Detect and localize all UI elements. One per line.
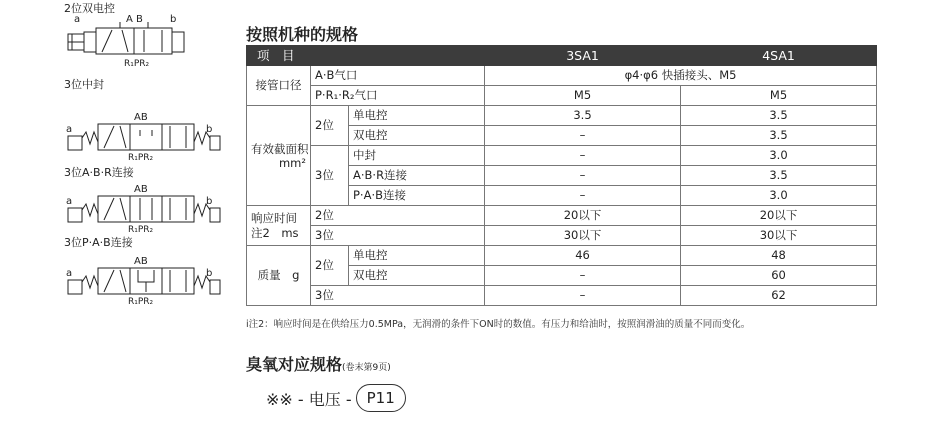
mass-single-4sa1: 48: [681, 246, 877, 266]
response-3sa1: 20以下: [485, 206, 681, 226]
ozone-model-formula: [266, 384, 406, 412]
symbol-title-abr: 3位A·B·R连接: [64, 166, 134, 179]
symbol-title-pab: 3位P·A·B连接: [64, 236, 133, 249]
response-time-label: [247, 206, 311, 246]
ab-port-label: A·B气口: [311, 66, 485, 86]
table-row: [247, 146, 877, 166]
port-ab-label: A B: [126, 14, 143, 25]
port-size-label: 接管口径: [247, 66, 311, 106]
valve-symbol-3pos-pab: [62, 250, 222, 306]
spec-table: [246, 45, 877, 306]
port-b-label: b: [206, 268, 213, 279]
table-row: [247, 106, 877, 126]
mass-double-name: 双电控: [349, 266, 485, 286]
valve-symbol-double-solenoid: [62, 12, 192, 72]
formula-badge: P11: [356, 384, 406, 412]
area-row-name: A·B·R连接: [349, 166, 485, 186]
footnote: i注2：响应时间是在供给压力0.5MPa，无润滑的条件下ON时的数值。有压力和给油时，按照润滑油的质量不同而变化。: [246, 319, 751, 330]
symbol-title-double: 2位双电控: [64, 2, 115, 15]
mass-3pos-4sa1: 62: [681, 286, 877, 306]
area-pos2: 2位: [311, 106, 349, 146]
area-row-3sa1: –: [485, 186, 681, 206]
area-row-3sa1: –: [485, 126, 681, 146]
port-b-label: b: [206, 196, 213, 207]
port-ab-label: AB: [134, 256, 148, 267]
response-pos: 3位: [311, 226, 485, 246]
area-row-3sa1: –: [485, 166, 681, 186]
pr-port-4sa1: M5: [681, 86, 877, 106]
area-row-4sa1: 3.5: [681, 106, 877, 126]
port-a-label: a: [74, 14, 81, 25]
mass-single-3sa1: 46: [485, 246, 681, 266]
port-a-label: a: [66, 196, 73, 207]
mass-double-3sa1: –: [485, 266, 681, 286]
mass-pos3: 3位: [311, 286, 485, 306]
table-row: [247, 86, 877, 106]
pr-port-label: P·R₁·R₂气口: [311, 86, 485, 106]
area-row-name: 单电控: [349, 106, 485, 126]
valve-symbol-3pos-abr: [62, 178, 222, 234]
effective-area-unit: mm²: [278, 155, 306, 170]
effective-area-label: [247, 106, 311, 206]
port-a-label: a: [66, 268, 73, 279]
table-row: [247, 246, 877, 266]
response-time-text: 响应时间: [251, 210, 297, 225]
table-row: [247, 66, 877, 86]
area-row-4sa1: 3.0: [681, 146, 877, 166]
port-r-label: R₁PR₂: [128, 297, 154, 306]
port-r-label: R₁PR₂: [128, 153, 154, 162]
mass-label: 质量 g: [247, 246, 311, 306]
port-b-label: b: [206, 124, 213, 135]
area-row-name: 双电控: [349, 126, 485, 146]
ozone-section-title: [246, 352, 391, 375]
area-row-3sa1: 3.5: [485, 106, 681, 126]
area-row-name: P·A·B连接: [349, 186, 485, 206]
port-ab-label: AB: [134, 112, 148, 123]
mass-single-name: 单电控: [349, 246, 485, 266]
response-3sa1: 30以下: [485, 226, 681, 246]
area-row-4sa1: 3.5: [681, 166, 877, 186]
area-row-4sa1: 3.5: [681, 126, 877, 146]
area-row-4sa1: 3.0: [681, 186, 877, 206]
mass-double-4sa1: 60: [681, 266, 877, 286]
mass-pos2: 2位: [311, 246, 349, 286]
area-pos3: 3位: [311, 146, 349, 206]
symbol-title-center-closed: 3位中封: [64, 78, 104, 91]
mass-3pos-3sa1: –: [485, 286, 681, 306]
response-4sa1: 30以下: [681, 226, 877, 246]
response-time-note: 注2 ms: [251, 225, 299, 240]
area-row-3sa1: –: [485, 146, 681, 166]
ozone-title-text: 臭氧对应规格: [246, 355, 343, 374]
port-r-label: R₁PR₂: [124, 59, 150, 69]
valve-symbol-3pos-closed: [62, 108, 222, 162]
response-pos: 2位: [311, 206, 485, 226]
table-header-row: [247, 46, 877, 66]
ab-port-value: φ4·φ6 快插接头、M5: [485, 66, 877, 86]
header-3sa1: 3SA1: [485, 46, 681, 66]
spec-section-title: 按照机种的规格: [246, 25, 359, 44]
header-4sa1: 4SA1: [681, 46, 877, 66]
formula-prefix: ※※ - 电压 -: [266, 389, 352, 409]
table-row: [247, 286, 877, 306]
port-b-label: b: [170, 14, 177, 25]
port-ab-label: AB: [134, 184, 148, 195]
ozone-title-sub: (卷末第9页): [342, 363, 391, 373]
response-4sa1: 20以下: [681, 206, 877, 226]
table-row: [247, 206, 877, 226]
table-row: [247, 226, 877, 246]
effective-area-text: 有效截面积: [251, 141, 309, 156]
area-row-name: 中封: [349, 146, 485, 166]
header-item: 项 目: [247, 46, 485, 66]
port-a-label: a: [66, 124, 73, 135]
pr-port-3sa1: M5: [485, 86, 681, 106]
port-r-label: R₁PR₂: [128, 225, 154, 234]
